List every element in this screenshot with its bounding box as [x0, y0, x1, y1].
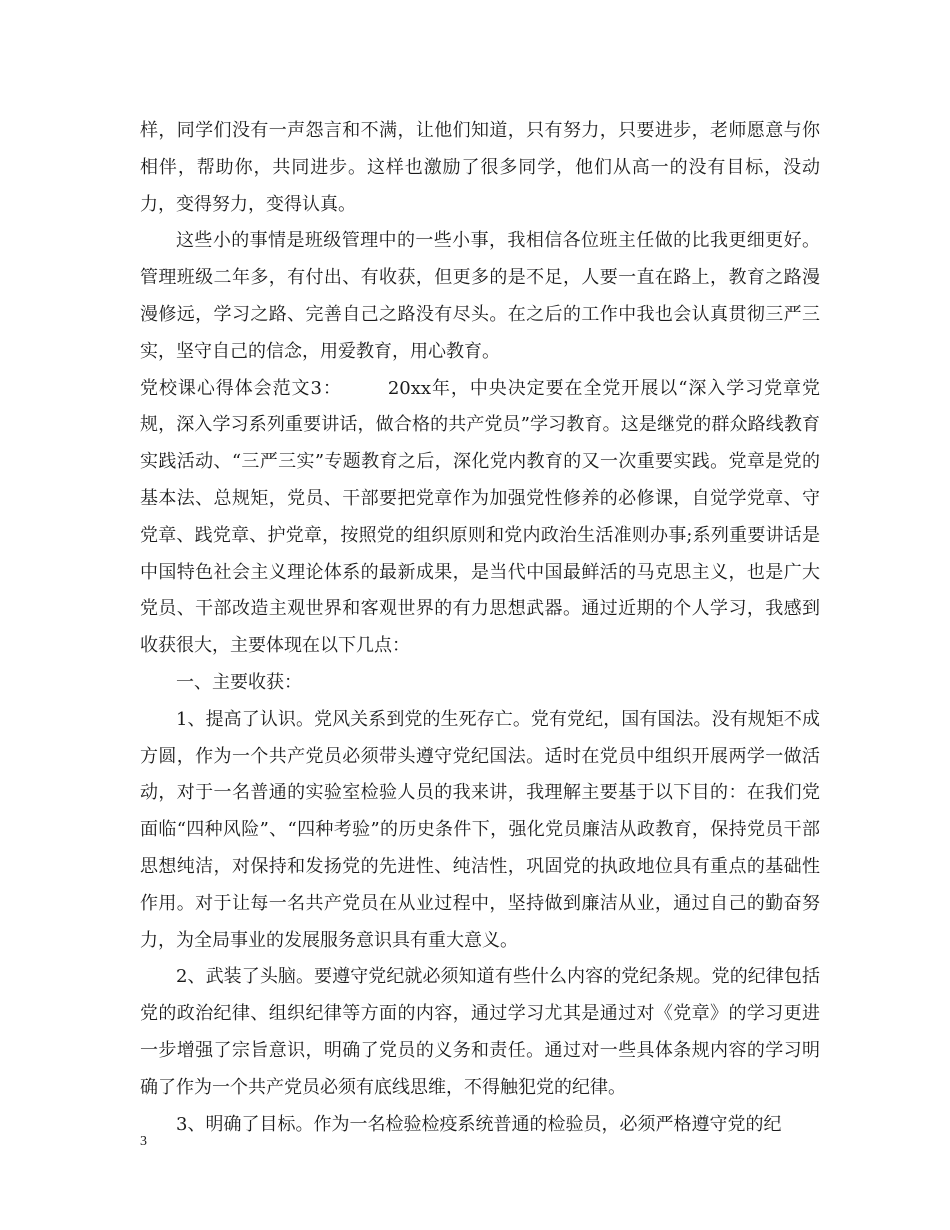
paragraph-class-management: 这些小的事情是班级管理中的一些小事，我相信各位班主任做的比我更细更好。管理班级二年多，有付出、有收获，但更多的是不足，人要一直在路上，教育之路漫漫修远，学习之路、完善自己之路没有尽头。在之后的工作中我也会认真贯彻三严三实，坚守自己的信念，用爱教育，用心教育。: [140, 230, 820, 362]
section-intro-text: 20xx年，中央决定要在全党开展以“深入学习党章党规，深入学习系列重要讲话，做合格的共产党员”学习教育。这是继党的群众路线教育实践活动、“三严三实”专题教育之后，深化党内教育的又一次重要实践。党章是党的基本法、总规矩，党员、干部要把党章作为加强党性修养的必修课，自觉学党章、守党章、践党章、护党章，按照党的组织原则和党内政治生活准则办事;系列重要讲话是中国特色社会主义理论体系的最新成果，是当代中国最鲜活的马克思主义，也是广大党员、干部改造主观世界和客观世界的有力思想武器。通过近期的个人学习，我感到收获很大，主要体现在以下几点：: [140, 377, 820, 657]
paragraph-point-3: 3、明确了目标。作为一名检验检疫系统普通的检验员，必须严格遵守党的纪: [176, 1113, 782, 1135]
page-number: 3: [140, 1134, 147, 1149]
subheading-main-gains: 一、主要收获：: [176, 671, 302, 693]
document-body: [140, 113, 820, 1143]
section-essay-3: [140, 371, 820, 665]
section-heading: 党校课心得体会范文3：: [140, 377, 342, 399]
paragraph-continuation: 样，同学们没有一声怨言和不满，让他们知道，只有努力，只要进步，老师愿意与你相伴，帮助你，共同进步。这样也激励了很多同学，他们从高一的没有目标，没动力，变得努力，变得认真。: [140, 120, 820, 215]
paragraph-point-2: 2、武装了头脑。要遵守党纪就必须知道有些什么内容的党纪条规。党的纪律包括党的政治纪律、组织纪律等方面的内容，通过学习尤其是通过对《党章》的学习更进一步增强了宗旨意识，明确了党员的义务和责任。通过对一些具体条规内容的学习明确了作为一个共产党员必须有底线思维，不得触犯党的纪律。: [140, 966, 820, 1098]
paragraph-point-1: 1、提高了认识。党风关系到党的生死存亡。党有党纪，国有国法。没有规矩不成方圆，作为一个共产党员必须带头遵守党纪国法。适时在党员中组织开展两学一做活动，对于一名普通的实验室检验人员的我来讲，我理解主要基于以下目的：在我们党面临“四种风险”、“四种考验”的历史条件下，强化党员廉洁从政教育，保持党员干部思想纯洁，对保持和发扬党的先进性、纯洁性，巩固党的执政地位具有重点的基础性作用。对于让每一名共产党员在从业过程中，坚持做到廉洁从业，通过自己的勤奋努力，为全局事业的发展服务意识具有重大意义。: [140, 708, 820, 951]
